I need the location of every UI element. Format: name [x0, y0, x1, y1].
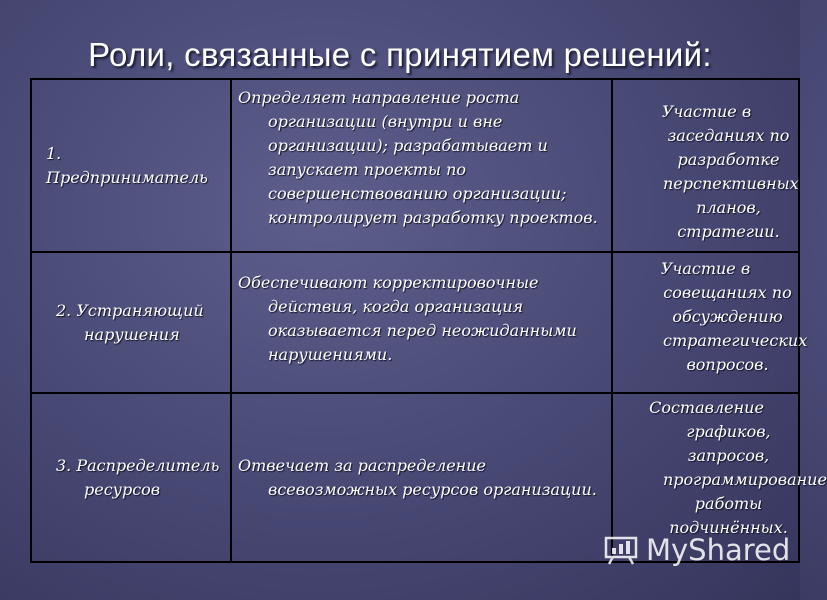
- role-participation: Составление графиков, запросов, программирование работы подчинённых.: [649, 398, 827, 537]
- participation-cell: [612, 252, 808, 393]
- role-description: Отвечает за распределение всевозможных ресурсов организации.: [238, 455, 597, 499]
- role-description: Определяет направление роста организации (внутри и вне организации); разрабатывает и запускает проекты по совершенствованию организации; контролирует разработку проектов.: [238, 88, 598, 227]
- role-name: 3. Распределитель ресурсов: [56, 455, 220, 499]
- role-description: Обеспечивают корректировочные действия, когда организация оказывается перед неожиданными нарушениями.: [238, 273, 577, 364]
- watermark: [604, 533, 790, 567]
- role-cell: [31, 79, 231, 252]
- table-row: [31, 252, 799, 393]
- table-row: [31, 79, 799, 252]
- description-cell: [231, 393, 612, 562]
- watermark-text: MyShared: [646, 533, 791, 567]
- role-name: 1. Предприниматель: [46, 143, 208, 187]
- role-participation: Участие в заседаниях по разработке перспективных планов, стратегии.: [661, 102, 799, 241]
- slide-title: Роли, связанные с принятием решений:: [88, 36, 712, 73]
- presentation-board-icon: [604, 535, 640, 565]
- participation-cell: [612, 79, 799, 252]
- roles-table: [30, 78, 827, 563]
- role-cell: [31, 393, 231, 562]
- description-cell: [231, 252, 612, 393]
- role-name: 2. Устраняющий нарушения: [56, 300, 204, 344]
- description-cell: [231, 79, 612, 252]
- role-participation: Участие в совещаниях по обсуждению стратегических вопросов.: [660, 259, 808, 374]
- role-cell: [31, 252, 231, 393]
